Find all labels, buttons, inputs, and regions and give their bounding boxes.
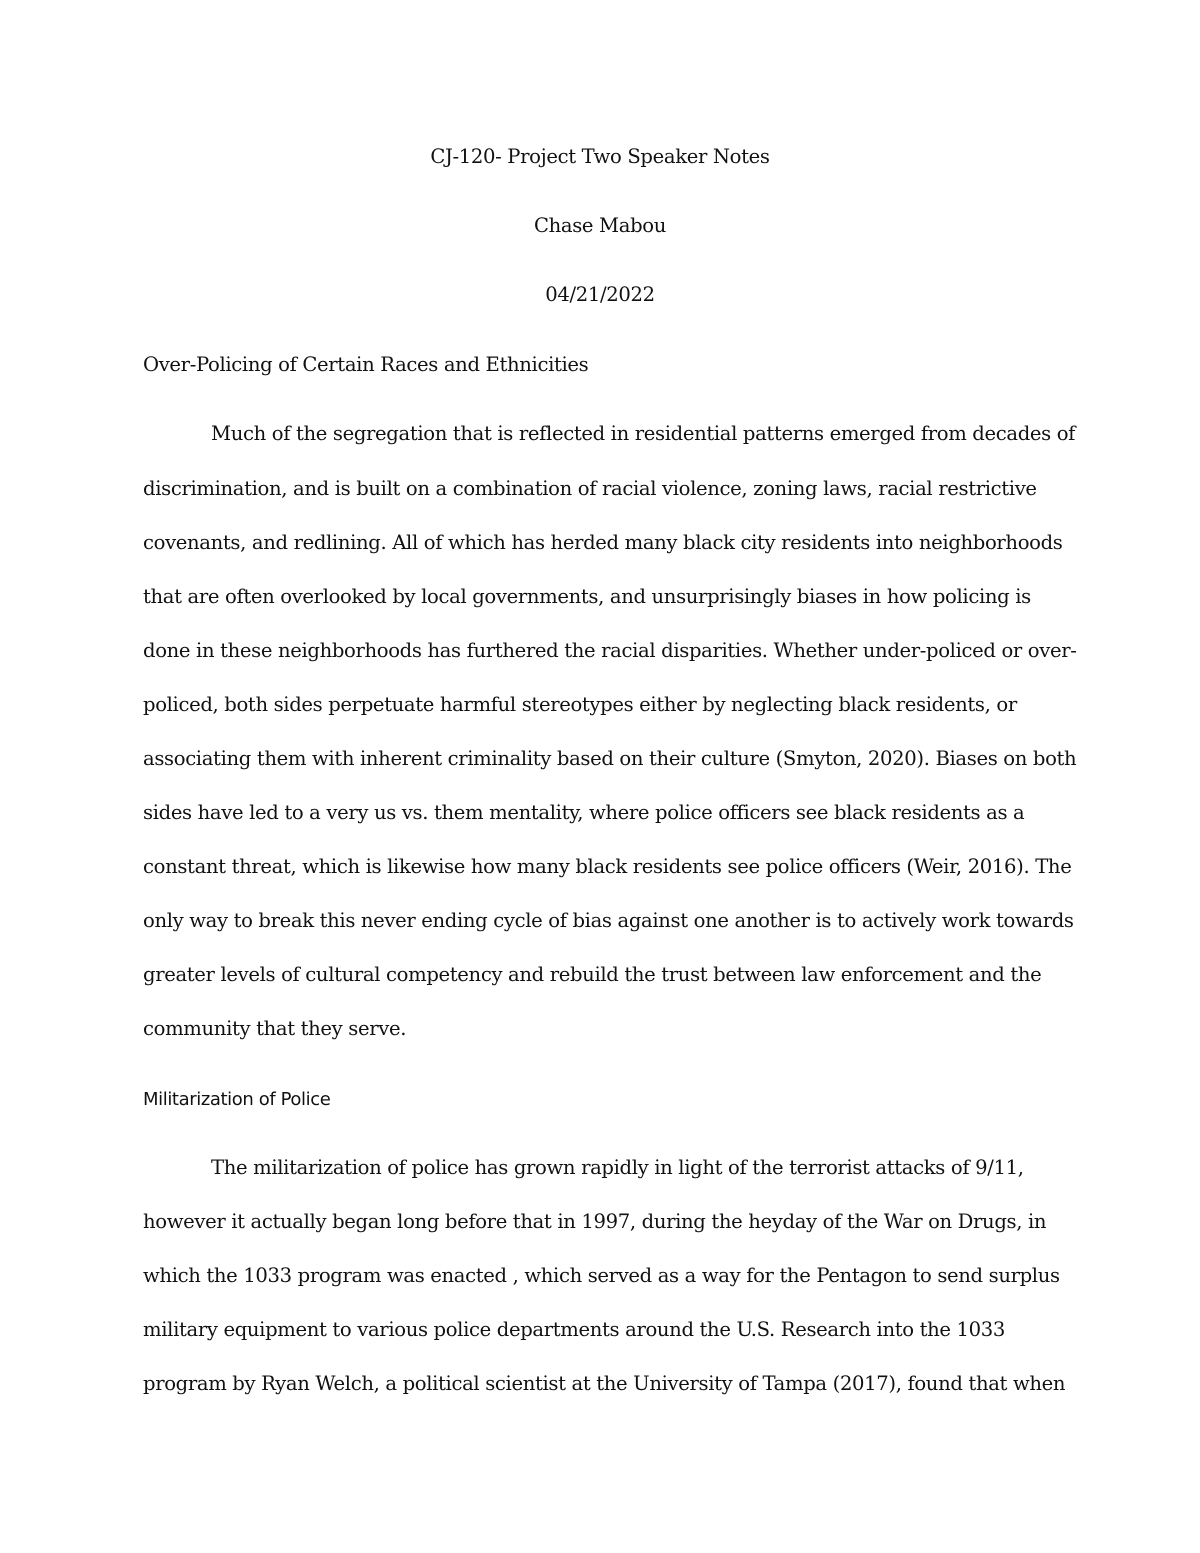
paragraph-line: The militarization of police has grown rapidly in light of the terrorist attacks of 9/11, xyxy=(211,1156,1024,1179)
paragraph-line: community that they serve. xyxy=(143,1017,407,1040)
author-name: Chase Mabou xyxy=(533,214,667,237)
paragraph-line: which the 1033 program was enacted , which served as a way for the Pentagon to send surplus xyxy=(143,1264,1060,1287)
paragraph-line: associating them with inherent criminality based on their culture (Smyton, 2020). Biases on both xyxy=(143,747,1077,770)
paragraph-line: however it actually began long before that in 1997, during the heyday of the War on Drugs, in xyxy=(143,1210,1047,1233)
paragraph-line: only way to break this never ending cycle of bias against one another is to actively work towards xyxy=(143,909,1074,932)
paragraph-line: that are often overlooked by local governments, and unsurprisingly biases in how policing is xyxy=(143,585,1031,608)
paragraph-line: Much of the segregation that is reflected in residential patterns emerged from decades of xyxy=(211,422,1076,445)
document-title: CJ-120- Project Two Speaker Notes xyxy=(430,145,770,168)
paragraph-line: discrimination, and is built on a combination of racial violence, zoning laws, racial restrictive xyxy=(143,477,1037,500)
section-heading-militarization: Militarization of Police xyxy=(143,1089,331,1110)
section-heading-over-policing: Over-Policing of Certain Races and Ethnicities xyxy=(143,353,589,376)
paragraph-line: greater levels of cultural competency and rebuild the trust between law enforcement and the xyxy=(143,963,1042,986)
document-date: 04/21/2022 xyxy=(545,283,655,306)
paragraph-line: policed, both sides perpetuate harmful stereotypes either by neglecting black residents, or xyxy=(143,693,1017,716)
paragraph-line: done in these neighborhoods has furthered the racial disparities. Whether under-policed or over- xyxy=(143,639,1077,662)
paragraph-line: program by Ryan Welch, a political scientist at the University of Tampa (2017), found that when xyxy=(143,1372,1066,1395)
paragraph-line: sides have led to a very us vs. them mentality, where police officers see black residents as a xyxy=(143,801,1025,824)
paragraph-line: covenants, and redlining. All of which has herded many black city residents into neighborhoods xyxy=(143,531,1063,554)
paragraph-line: military equipment to various police departments around the U.S. Research into the 1033 xyxy=(143,1318,1005,1341)
paragraph-line: constant threat, which is likewise how many black residents see police officers (Weir, 2016). The xyxy=(143,855,1072,878)
